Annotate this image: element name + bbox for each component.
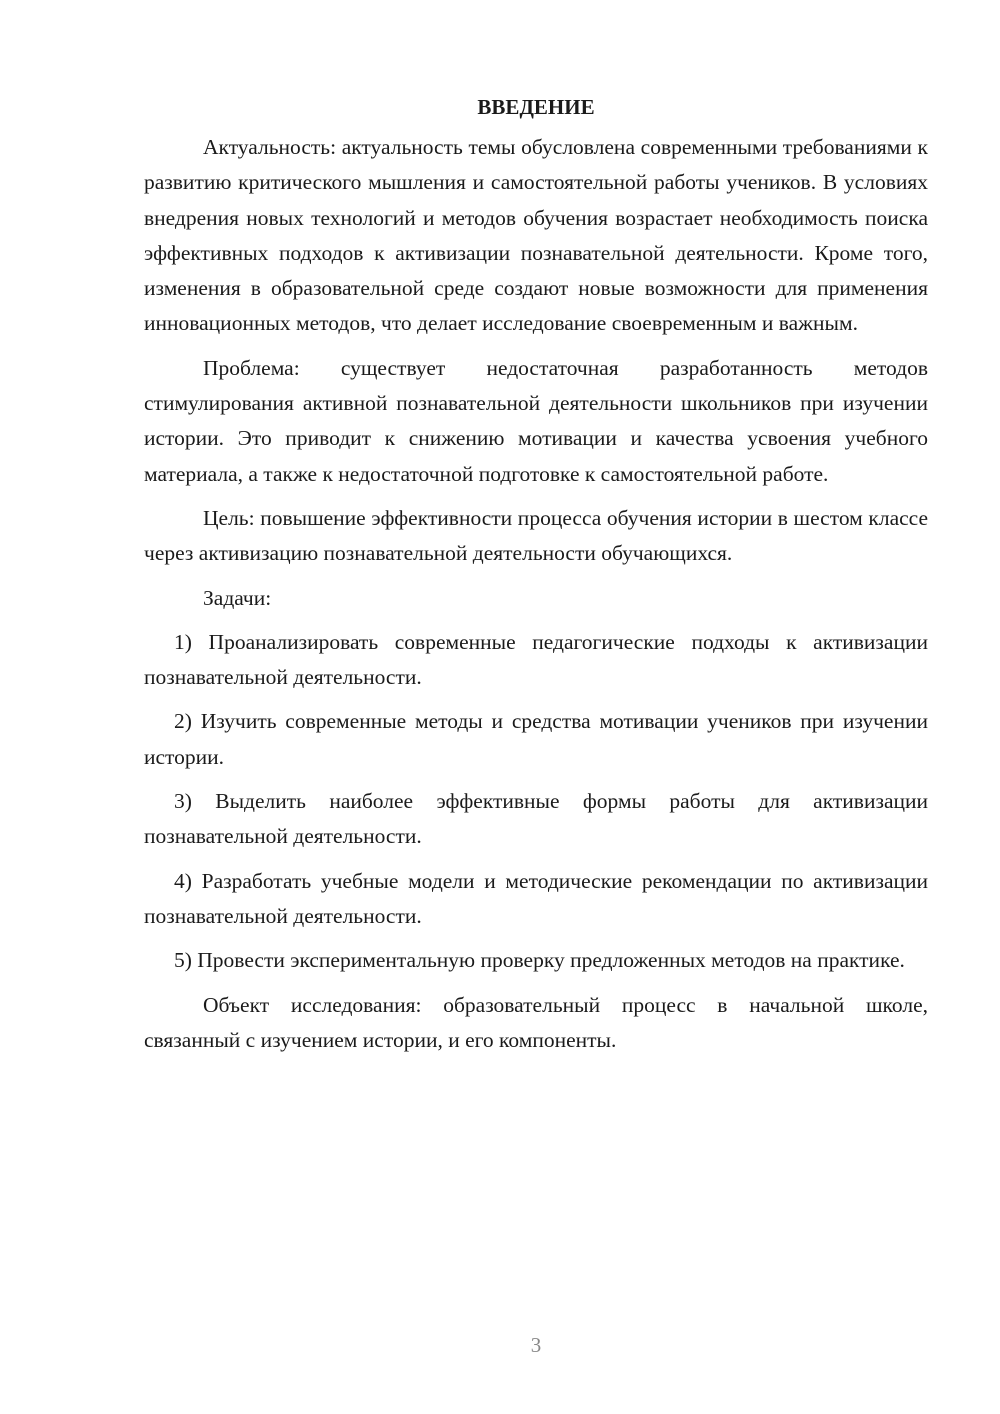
relevance-paragraph: Актуальность: актуальность темы обусловлена современными требованиями к развитию критического мышления и самостоятельной работы учеников. В условиях внедрения новых технологий и методов обучения возрастает необходимость поиска эффективных подходов к активизации познавательной деятельности. Кроме того, изменения в образовательной среде создают новые возможности для применения инновационных методов, что делает исследование своевременным и важным. [144,135,928,336]
task-item-2: 2) Изучить современные методы и средства мотивации учеников при изучении истории. [144,709,928,769]
document-page [144,90,928,1067]
task-item-3: 3) Выделить наиболее эффективные формы работы для активизации познавательной деятельности. [144,789,928,849]
task-item-4: 4) Разработать учебные модели и методические рекомендации по активизации познавательной деятельности. [144,868,928,928]
tasks-label: Задачи: [203,585,272,610]
tasks-list [144,625,928,979]
page-number: 3 [530,1333,542,1357]
section-heading: ВВЕДЕНИЕ [477,95,595,119]
object-paragraph: Объект исследования: образовательный процесс в начальной школе, связанный с изучением истории, и его компоненты. [144,992,928,1052]
goal-paragraph: Цель: повышение эффективности процесса обучения истории в шестом классе через активизацию познавательной деятельности обучающихся. [144,505,928,566]
task-item-1: 1) Проанализировать современные педагогические подходы к активизации познавательной деятельности. [144,629,928,690]
problem-paragraph: Проблема: существует недостаточная разработанность методов стимулирования активной познавательной деятельности школьников при изучении истории. Это приводит к снижению мотивации и качества усвоения учебного материала, а также к недостаточной подготовке к самостоятельной работе. [144,355,928,486]
task-item-5: 5) Провести экспериментальную проверку предложенных методов на практике. [174,948,905,973]
